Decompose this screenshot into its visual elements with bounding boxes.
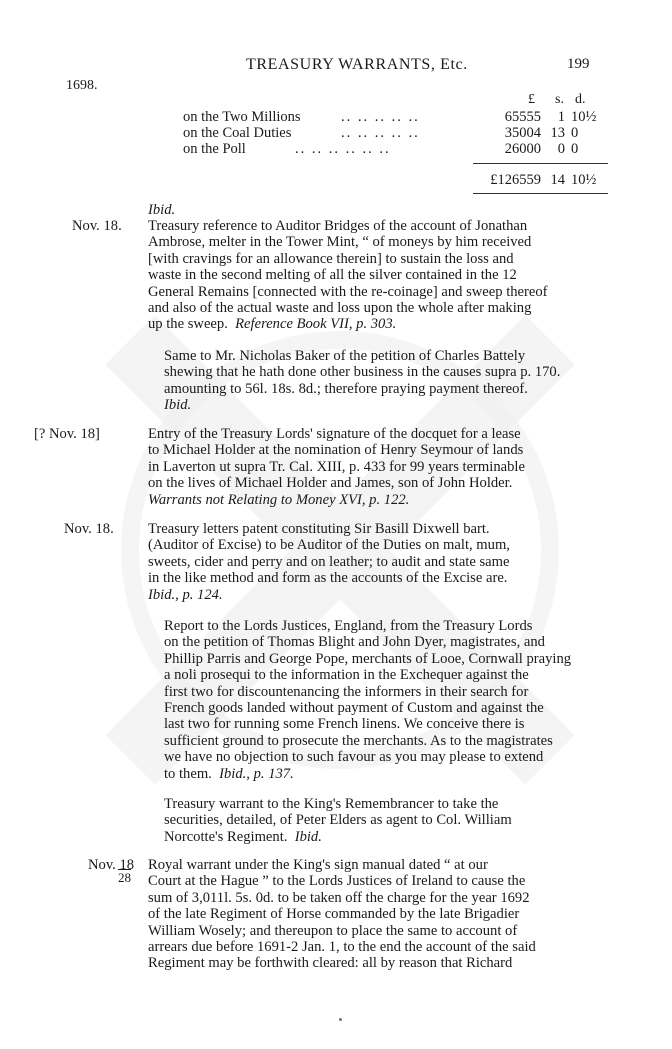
entry-date-sub: 28 — [118, 870, 131, 885]
table-row: on the Two Millions .. .. .. .. .. 65555 1 10½ — [183, 109, 597, 125]
entry-reference: Ibid. — [148, 202, 176, 218]
entry-date: [? Nov. 18] — [34, 426, 100, 442]
page-mark — [339, 1018, 342, 1021]
entry-text: Same to Mr. Nicholas Baker of the petition of Charles Battely shewing that he hath done other business in the causes supra p. 170. amounting to 56l. 18s. 8d.; therefore praying payment thereof. Ibid. — [164, 348, 608, 414]
entry-text: Treasury reference to Auditor Bridges of the account of Jonathan Ambrose, melter in the Tower Mint, “ of moneys by him received [with cravings for an allowance therein] to sustain the loss and waste in the second melting of all the silver contained in the 12 General Remains [connected with the re-coinage] and sweep thereof and also of the actual waste and loss upon the whole after making up the sweep. Reference Book VII, p. 303. — [148, 218, 548, 333]
table-row: on the Poll .. .. .. .. .. .. 26000 0 0 — [183, 141, 579, 157]
pence-header: d. — [575, 92, 586, 107]
entry-text: Royal warrant under the King's sign manual dated “ at our Court at the Hague ” to the Lords Justices of Ireland to cause the sum of 3,011l. 5s. 0d. to be taken off the charge for the year 1692 of the late Regiment of Horse commanded by the late Brigadier William Wosely; and thereupon to place the same to account of arrears due before 1691-2 Jan. 1, to the end the account of the said Regiment may be forthwith cleared: all by reason that Richard — [148, 857, 536, 972]
page-number: 199 — [567, 56, 590, 72]
shillings-header: s. — [555, 92, 564, 107]
entry-text: Report to the Lords Justices, England, from the Treasury Lords on the petition of Thomas Blight and John Dyer, magistrates, and Phillip Parris and George Pope, merchants of Looe, Cornwall praying a noli prosequi to the information in the Exchequer against the first two for discountenancing the informers in their search for French goods landed without payment of Custom and against the last two for running some French linens. We conceive there is sufficient ground to prosecute the merchants. As to the magistrates we have no objection to such favour as you may please to extend to them. Ibid., p. 137. — [164, 618, 572, 782]
entry-text: Treasury letters patent constituting Sir Basill Dixwell bart. (Auditor of Excise) to be Auditor of the Duties on malt, mum, sweets, cider and perry and on leather; to audit and state same in the like method and form as the accounts of the Excise are. Ibid., p. 124. — [148, 521, 608, 603]
entry-date: Nov. 18. — [72, 218, 122, 234]
total-rule — [473, 163, 608, 164]
entry-text: Entry of the Treasury Lords' signature of the docquet for a lease to Michael Holder at the nomination of Henry Seymour of lands in Laverton ut supra Tr. Cal. XIII, p. 433 for 99 years terminable on the lives of Michael Holder and James, son of John Holder. Warrants not Relating to Money XVI, p. 122. — [148, 426, 608, 508]
entry-date: Nov. 18. — [64, 521, 114, 537]
entry-reference: Ibid., p. 124. — [148, 586, 223, 603]
entry-reference: Warrants not Relating to Money XVI, p. 122. — [148, 491, 410, 508]
total-row: £126559 14 10½ — [490, 172, 597, 188]
entry-reference: Reference Book VII, p. 303. — [235, 316, 397, 333]
entry-reference: Ibid. — [294, 828, 322, 845]
entry-text: Treasury warrant to the King's Remembrancer to take the securities, detailed, of Peter Elders as agent to Col. William Norcotte's Regiment. Ibid. — [164, 796, 512, 845]
margin-year: 1698. — [66, 78, 98, 93]
running-title: TREASURY WARRANTS, Etc. — [246, 56, 468, 73]
entry-reference: Ibid., p. 137. — [219, 765, 294, 782]
total-underline — [473, 193, 608, 194]
table-row: on the Coal Duties .. .. .. .. .. 35004 13 0 — [183, 125, 579, 141]
entry-date: Nov. 18 — [88, 857, 135, 873]
pounds-header: £ — [528, 92, 535, 107]
entry-reference: Ibid. — [164, 397, 192, 414]
